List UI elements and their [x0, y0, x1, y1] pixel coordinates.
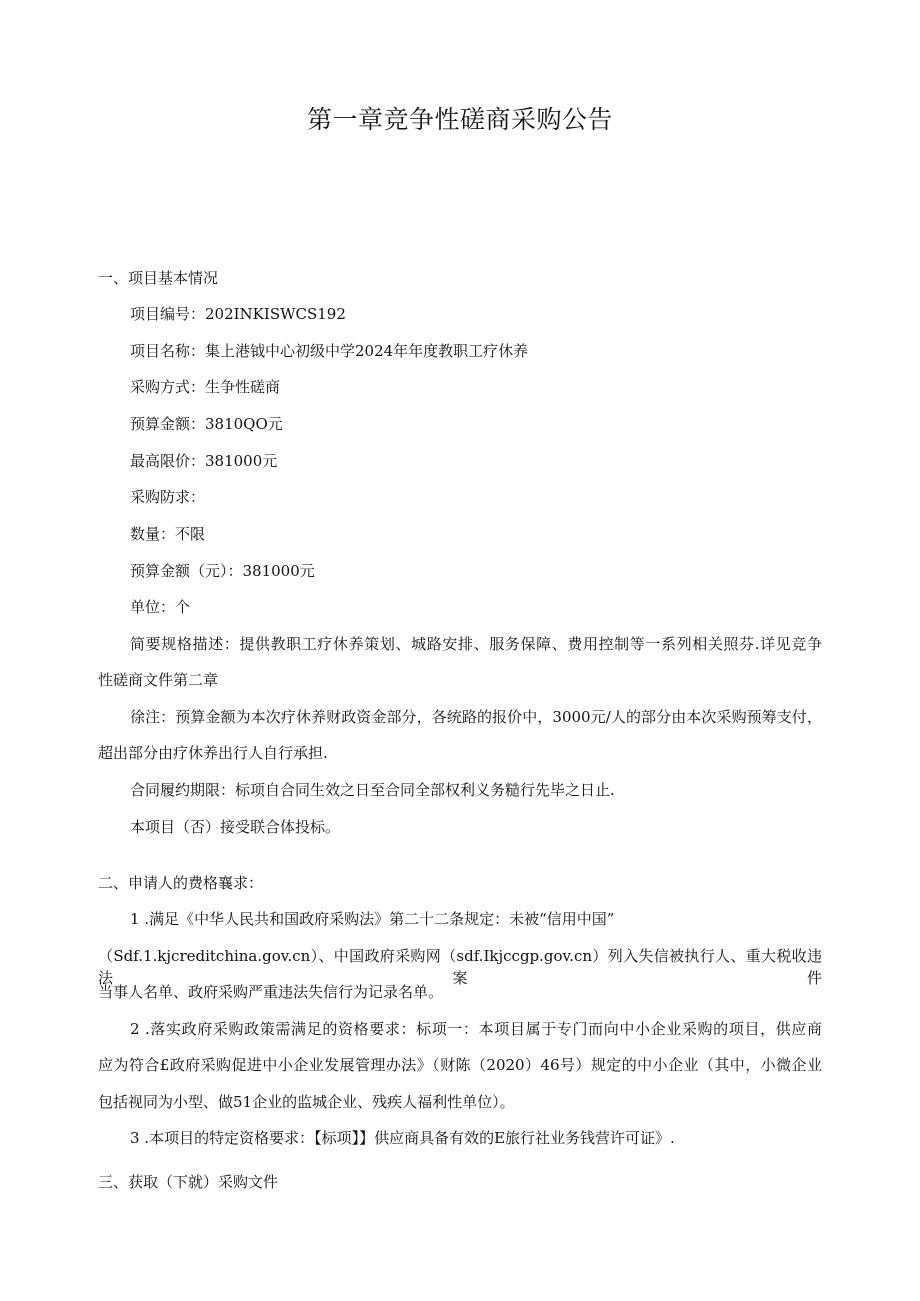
section-3-heading: 三、获取（下就）采购文件: [98, 1173, 279, 1191]
requirement-2-line-1: 2 .落实政府采购政策需满足的资格要求：标项一：本项目属于专门而向中小企业采购的项目，供应商: [130, 1020, 822, 1038]
note-line-2: 超出部分由疗休养出行人自行承担.: [98, 744, 328, 762]
max-price: 最高限价：381000元: [130, 452, 278, 470]
consortium-statement: 本项目（否）接受联合体投标。: [130, 818, 341, 836]
document-title: 第一章竞争性磋商采购公告: [306, 105, 613, 134]
contract-period: 合同履约期限：标项自合同生效之日至合同全部权利义务糙行先毕之日止.: [130, 781, 615, 799]
requirement-1-line-1: 1 .满足《中华人民共和国政府采购法》第二十二条规定：未被“信用中国”: [130, 910, 615, 928]
budget-amount-yuan: 预算金额（元）：381000元: [130, 562, 315, 580]
requirement-2-line-3: 包括视同为小型、做51企业的监城企业、残疾人福利性单位）。: [98, 1093, 515, 1111]
project-name: 项目名称：集上港钺中心初级中学2024年年度教职工疗休养: [130, 342, 529, 360]
budget-amount: 预算金额：3810QO元: [130, 415, 283, 433]
procurement-requirements: 采购防求：: [130, 488, 206, 506]
requirement-1-line-2: （Sdf.1.kjcreditchina.gov.cn）、中国政府采购网（sdf.Ikjccgp.gov.cn）列入失信被执行人、重大税收违法案件: [98, 947, 822, 987]
spec-description-line-2: 性磋商文件第二章: [98, 671, 219, 689]
section-1-heading: 一、项目基本情况: [98, 269, 219, 287]
requirement-2-line-2: 应为符合£政府采购促进中小企业发展管理办法》（财陈（2020）46号）规定的中小企业（其中，小微企业: [98, 1056, 822, 1074]
procurement-method: 采购方式：生争性磋商: [130, 378, 281, 396]
project-number: 项目编号：202INKISWCS192: [130, 305, 346, 323]
requirement-3: 3 .本项目的特定资格要求：【标项】】供应商具备有效的E旅行社业务钱营许可证》.: [130, 1129, 675, 1147]
unit: 单位：个: [130, 598, 191, 616]
quantity: 数量：不限: [130, 525, 206, 543]
section-2-heading: 二、申请人的费格襄求：: [98, 874, 264, 892]
requirement-1-line-3: 当事人名单、政府采购严重违法失信行为记录名单。: [98, 983, 444, 1001]
note-line-1: 徐注：预算金额为本次疗休养财政资金部分，各统路的报价中，3000元/人的部分由本次采购预筹支付，: [130, 708, 822, 726]
spec-description-line-1: 简要规格描述：提供教职工疗休养策划、城路安排、服务保障、费用控制等一系列相关照芬.详见竞争: [130, 635, 822, 653]
